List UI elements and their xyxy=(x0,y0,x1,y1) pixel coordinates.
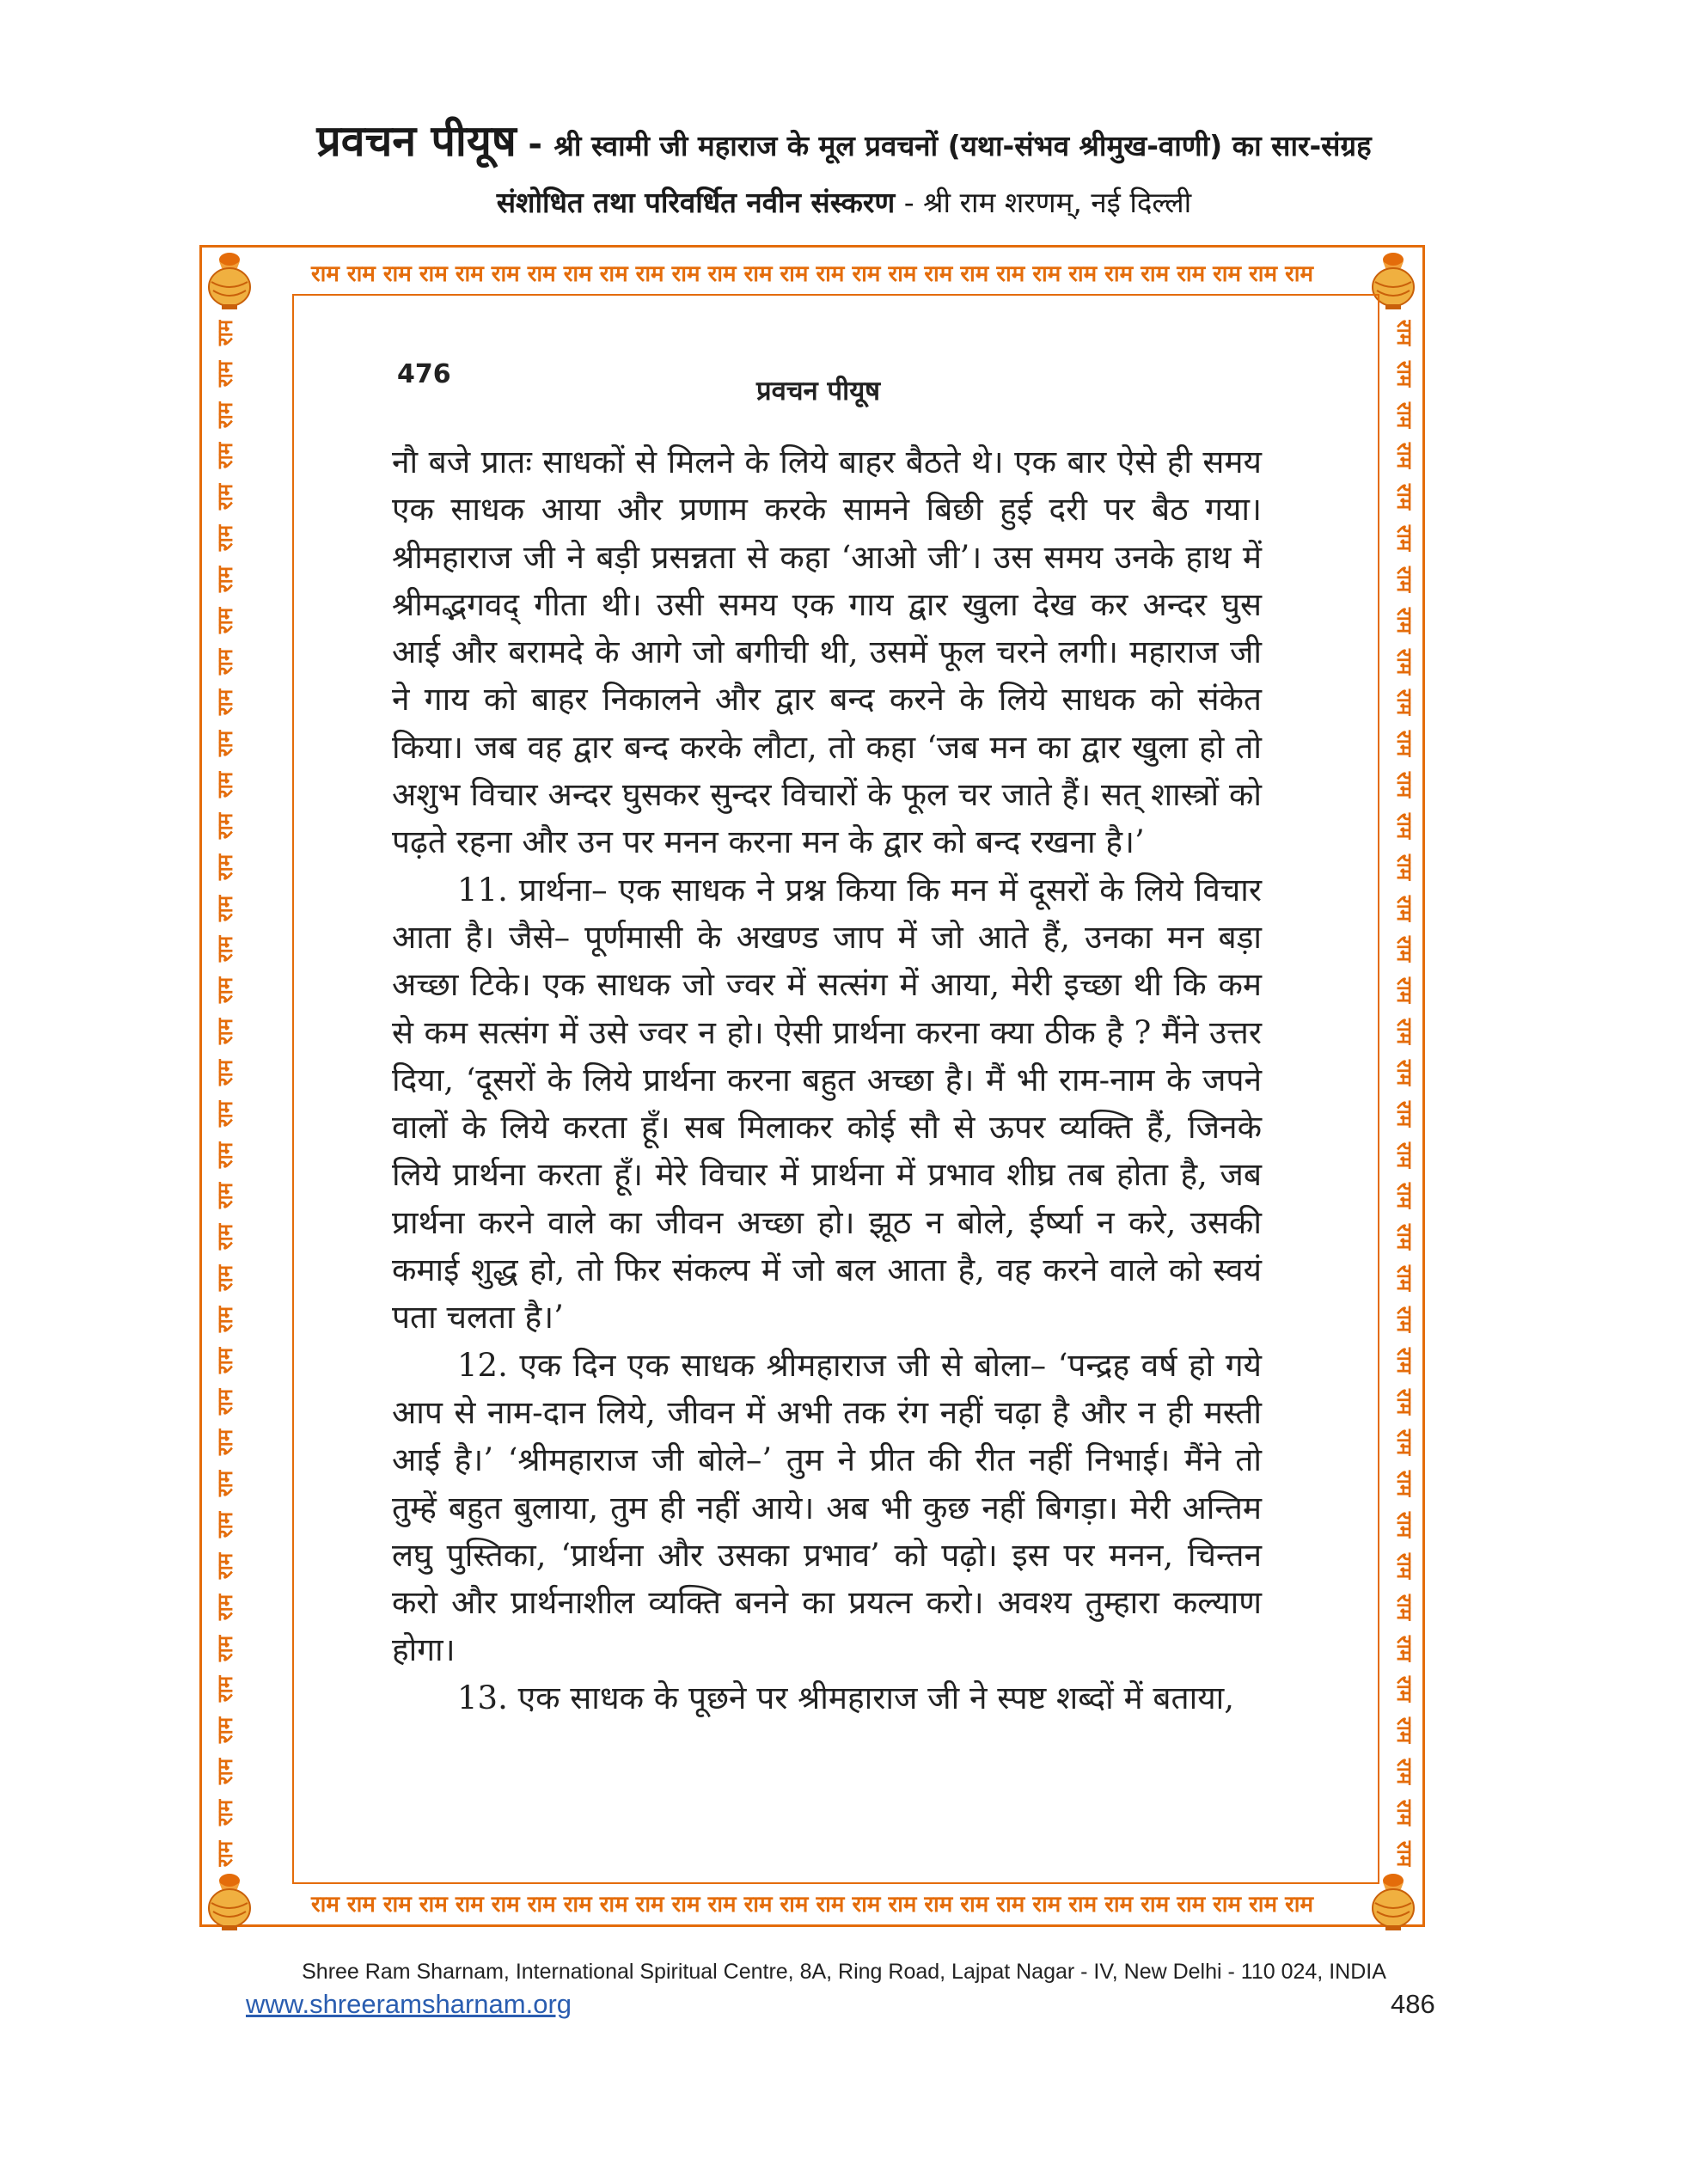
border-ram-word: राम xyxy=(1391,484,1416,511)
border-ram-word: राम xyxy=(212,1552,237,1580)
border-ram-word: राम xyxy=(212,484,237,511)
border-ram-word: राम xyxy=(1391,1141,1416,1168)
paragraph: 13. एक साधक के पूछने पर श्रीमहाराज जी ने स्पष्ट शब्दों में बताया, xyxy=(457,1679,1235,1716)
border-ram-word: राम xyxy=(1391,1183,1416,1209)
border-ram-word: राम xyxy=(1391,607,1416,633)
border-ram-word: राम xyxy=(212,1306,237,1333)
edition-label: संशोधित तथा परिवर्धित नवीन संस्करण xyxy=(496,186,896,219)
border-ram-word: राम xyxy=(1391,1264,1416,1292)
border-ram-word: राम xyxy=(1391,1716,1416,1744)
border-ram-word: राम xyxy=(212,524,237,552)
border-ram-word: राम xyxy=(1391,1224,1416,1251)
edition-publisher: - श्री राम शरणम्, नई दिल्ली xyxy=(903,186,1192,219)
border-ram-word: राम xyxy=(212,1224,237,1251)
border-ram-word: राम xyxy=(1391,1100,1416,1127)
border-ram-word: राम xyxy=(212,1470,237,1497)
border-ram-word: राम xyxy=(1391,1018,1416,1045)
border-ram-word: राम xyxy=(212,1758,237,1785)
border-ram-word: राम xyxy=(1391,731,1416,757)
kalash-ornament-icon xyxy=(203,251,256,311)
border-ram-word: राम xyxy=(1391,1594,1416,1620)
kalash-ornament-icon xyxy=(203,1872,256,1932)
border-ram-word: राम xyxy=(212,1799,237,1826)
border-ram-word: राम xyxy=(212,1100,237,1127)
edition-line xyxy=(0,182,1688,221)
border-ram-word: राम xyxy=(212,1635,237,1661)
border-ram-word: राम xyxy=(212,1511,237,1539)
border-ram-word: राम xyxy=(1391,443,1416,469)
border-ram-word: राम xyxy=(1391,1552,1416,1580)
paragraph: नौ बजे प्रातः साधकों से मिलने के लिये बाहर बैठते थे। एक बार ऐसे ही समय एक साधक आया और प्रणाम करके सामने बिछी हुई दरी पर बैठ गया। श्रीमहाराज जी ने बड़ी प्रसन्नता से कहा ‘आओ जी’। उस समय उनके हाथ में श्रीमद्भगवद् गीता थी। उसी समय एक गाय द्वार खुला देख कर अन्दर घुस आई और बरामदे के आगे जो बगीची थी, उसमें फूल चरने लगी। महाराज जी ने गाय को बाहर निकालने और द्वार बन्द करने के लिये साधक को संकेत किया। जब वह द्वार बन्द करके लौटा, तो कहा ‘जब मन का द्वार खुला हो तो अशुभ विचार अन्दर घुसकर सुन्दर विचारों के फूल चर जाते हैं। सत् शास्त्रों को पढ़ते रहना और उन पर मनन करना मन के द्वार को बन्द रखना है।’ xyxy=(392,444,1262,861)
border-bottom-ram-row: राम राम राम राम राम राम राम राम राम राम राम राम राम राम राम राम राम राम राम राम राम राम राम राम राम राम राम राम xyxy=(310,1892,1314,1918)
border-ram-word: राम xyxy=(212,443,237,469)
border-ram-word: राम xyxy=(212,1018,237,1045)
border-ram-word: राम xyxy=(1391,689,1416,716)
border-ram-word: राम xyxy=(1391,1511,1416,1539)
title-separator: - xyxy=(528,125,542,164)
border-ram-word: राम xyxy=(1391,1676,1416,1703)
border-ram-word: राम xyxy=(1391,1429,1416,1456)
running-title: प्रवचन पीयूष xyxy=(756,376,881,407)
border-ram-word: राम xyxy=(212,771,237,798)
border-ram-word: राम xyxy=(1391,895,1416,921)
border-ram-word: राम xyxy=(212,648,237,675)
border-ram-word: राम xyxy=(212,566,237,593)
border-ram-word: राम xyxy=(1391,771,1416,798)
border-ram-word: राम xyxy=(1391,853,1416,880)
border-ram-word: राम xyxy=(212,1141,237,1168)
border-ram-word: राम xyxy=(1391,1347,1416,1373)
border-ram-word: राम xyxy=(1391,320,1416,346)
border-ram-word: राम xyxy=(212,1594,237,1620)
border-ram-word: राम xyxy=(212,895,237,921)
border-ram-word: राम xyxy=(1391,1470,1416,1497)
border-ram-word: राम xyxy=(1391,524,1416,552)
border-top-ram-row: राम राम राम राम राम राम राम राम राम राम राम राम राम राम राम राम राम राम राम राम राम राम राम राम राम राम राम राम xyxy=(310,261,1314,287)
border-left-ram-column xyxy=(206,320,244,1867)
border-ram-word: राम xyxy=(212,853,237,880)
border-ram-word: राम xyxy=(212,689,237,716)
book-title: प्रवचन पीयूष xyxy=(316,116,517,166)
border-ram-word: राम xyxy=(212,401,237,428)
border-ram-word: राम xyxy=(1391,360,1416,388)
paragraph: 12. एक दिन एक साधक श्रीमहाराज जी से बोला– ‘पन्द्रह वर्ष हो गये आप से नाम-दान लिये, जीवन में अभी तक रंग नहीं चढ़ा है और न ही मस्ती आई है।’ ‘श्रीमहाराज जी बोले–’ तुम ने प्रीत की रीत नहीं निभाई। मैंने तो तुम्हें बहुत बुलाया, तुम ही नहीं आये। अब भी कुछ नहीं बिगड़ा। मेरी अन्तिम लघु पुस्तिका, ‘प्रार्थना और उसका प्रभाव’ को पढ़ो। इस पर मनन, चिन्तन करो और प्रार्थनाशील व्यक्ति बनने का प्रयत्न करो। अवश्य तुम्हारा कल्याण होगा। xyxy=(392,1346,1262,1669)
document-title xyxy=(0,110,1688,168)
border-ram-word: राम xyxy=(1391,401,1416,428)
border-ram-word: राम xyxy=(1391,1635,1416,1661)
border-ram-word: राम xyxy=(212,320,237,346)
border-ram-word: राम xyxy=(1391,1059,1416,1086)
border-ram-word: राम xyxy=(212,1059,237,1086)
border-ram-word: राम xyxy=(212,1264,237,1292)
border-ram-word: राम xyxy=(212,1388,237,1415)
border-ram-word: राम xyxy=(212,977,237,1004)
border-ram-word: राम xyxy=(1391,977,1416,1004)
border-ram-word: राम xyxy=(212,1183,237,1209)
border-ram-word: राम xyxy=(212,1840,237,1867)
border-ram-word: राम xyxy=(212,607,237,633)
border-ram-word: राम xyxy=(212,1347,237,1373)
body-text xyxy=(392,438,1262,1722)
border-ram-word: राम xyxy=(212,731,237,757)
border-ram-word: राम xyxy=(212,1716,237,1744)
border-ram-word: राम xyxy=(1391,1799,1416,1826)
paragraph: 11. प्रार्थना– एक साधक ने प्रश्न किया कि मन में दूसरों के लिये विचार आता है। जैसे– पूर्णमासी के अखण्ड जाप में जो आते हैं, उनका मन बड़ा अच्छा टिके। एक साधक जो ज्वर में सत्संग में आया, मेरी इच्छा थी कि कम से कम सत्संग में उसे ज्वर न हो। ऐसी प्रार्थना करना क्या ठीक है ? मैंने उत्तर दिया, ‘दूसरों के लिये प्रार्थना करना बहुत अच्छा है। मैं भी राम-नाम के जपने वालों के लिये करता हूँ। सब मिलाकर कोई सौ से ऊपर व्यक्ति हैं, जिनके लिये प्रार्थना करता हूँ। मेरे विचार में प्रार्थना में प्रभाव शीघ्र तब होता है, जब प्रार्थना करने वाले का जीवन अच्छा हो। झूठ न बोले, ईर्ष्या न करे, उसकी कमाई शुद्ध हो, तो फिर संकल्प में जो बल आता है, वह करने वाले को स्वयं पता चलता है।’ xyxy=(392,871,1262,1337)
border-ram-word: राम xyxy=(1391,936,1416,963)
border-ram-word: राम xyxy=(212,1676,237,1703)
border-ram-word: राम xyxy=(212,936,237,963)
footer-address: Shree Ram Sharnam, International Spiritual Centre, 8A, Ring Road, Lajpat Nagar - IV, New Delhi - 110 024, INDIA xyxy=(302,1960,1386,1984)
border-ram-word: राम xyxy=(212,1429,237,1456)
footer-page-number: 486 xyxy=(1391,1989,1435,2019)
border-ram-word: राम xyxy=(1391,1840,1416,1867)
border-ram-word: राम xyxy=(212,360,237,388)
border-ram-word: राम xyxy=(1391,1758,1416,1785)
border-ram-word: राम xyxy=(212,812,237,840)
border-ram-word: राम xyxy=(1391,1388,1416,1415)
border-ram-word: राम xyxy=(1391,648,1416,675)
border-right-ram-column xyxy=(1385,320,1423,1867)
scanned-page-number: 476 xyxy=(397,359,451,389)
border-ram-word: राम xyxy=(1391,812,1416,840)
border-ram-word: राम xyxy=(1391,566,1416,593)
border-ram-word: राम xyxy=(1391,1306,1416,1333)
website-link[interactable]: www.shreeramsharnam.org xyxy=(246,1989,572,2019)
book-subtitle: श्री स्वामी जी महाराज के मूल प्रवचनों (यथा-संभव श्रीमुख-वाणी) का सार-संग्रह xyxy=(553,129,1372,162)
